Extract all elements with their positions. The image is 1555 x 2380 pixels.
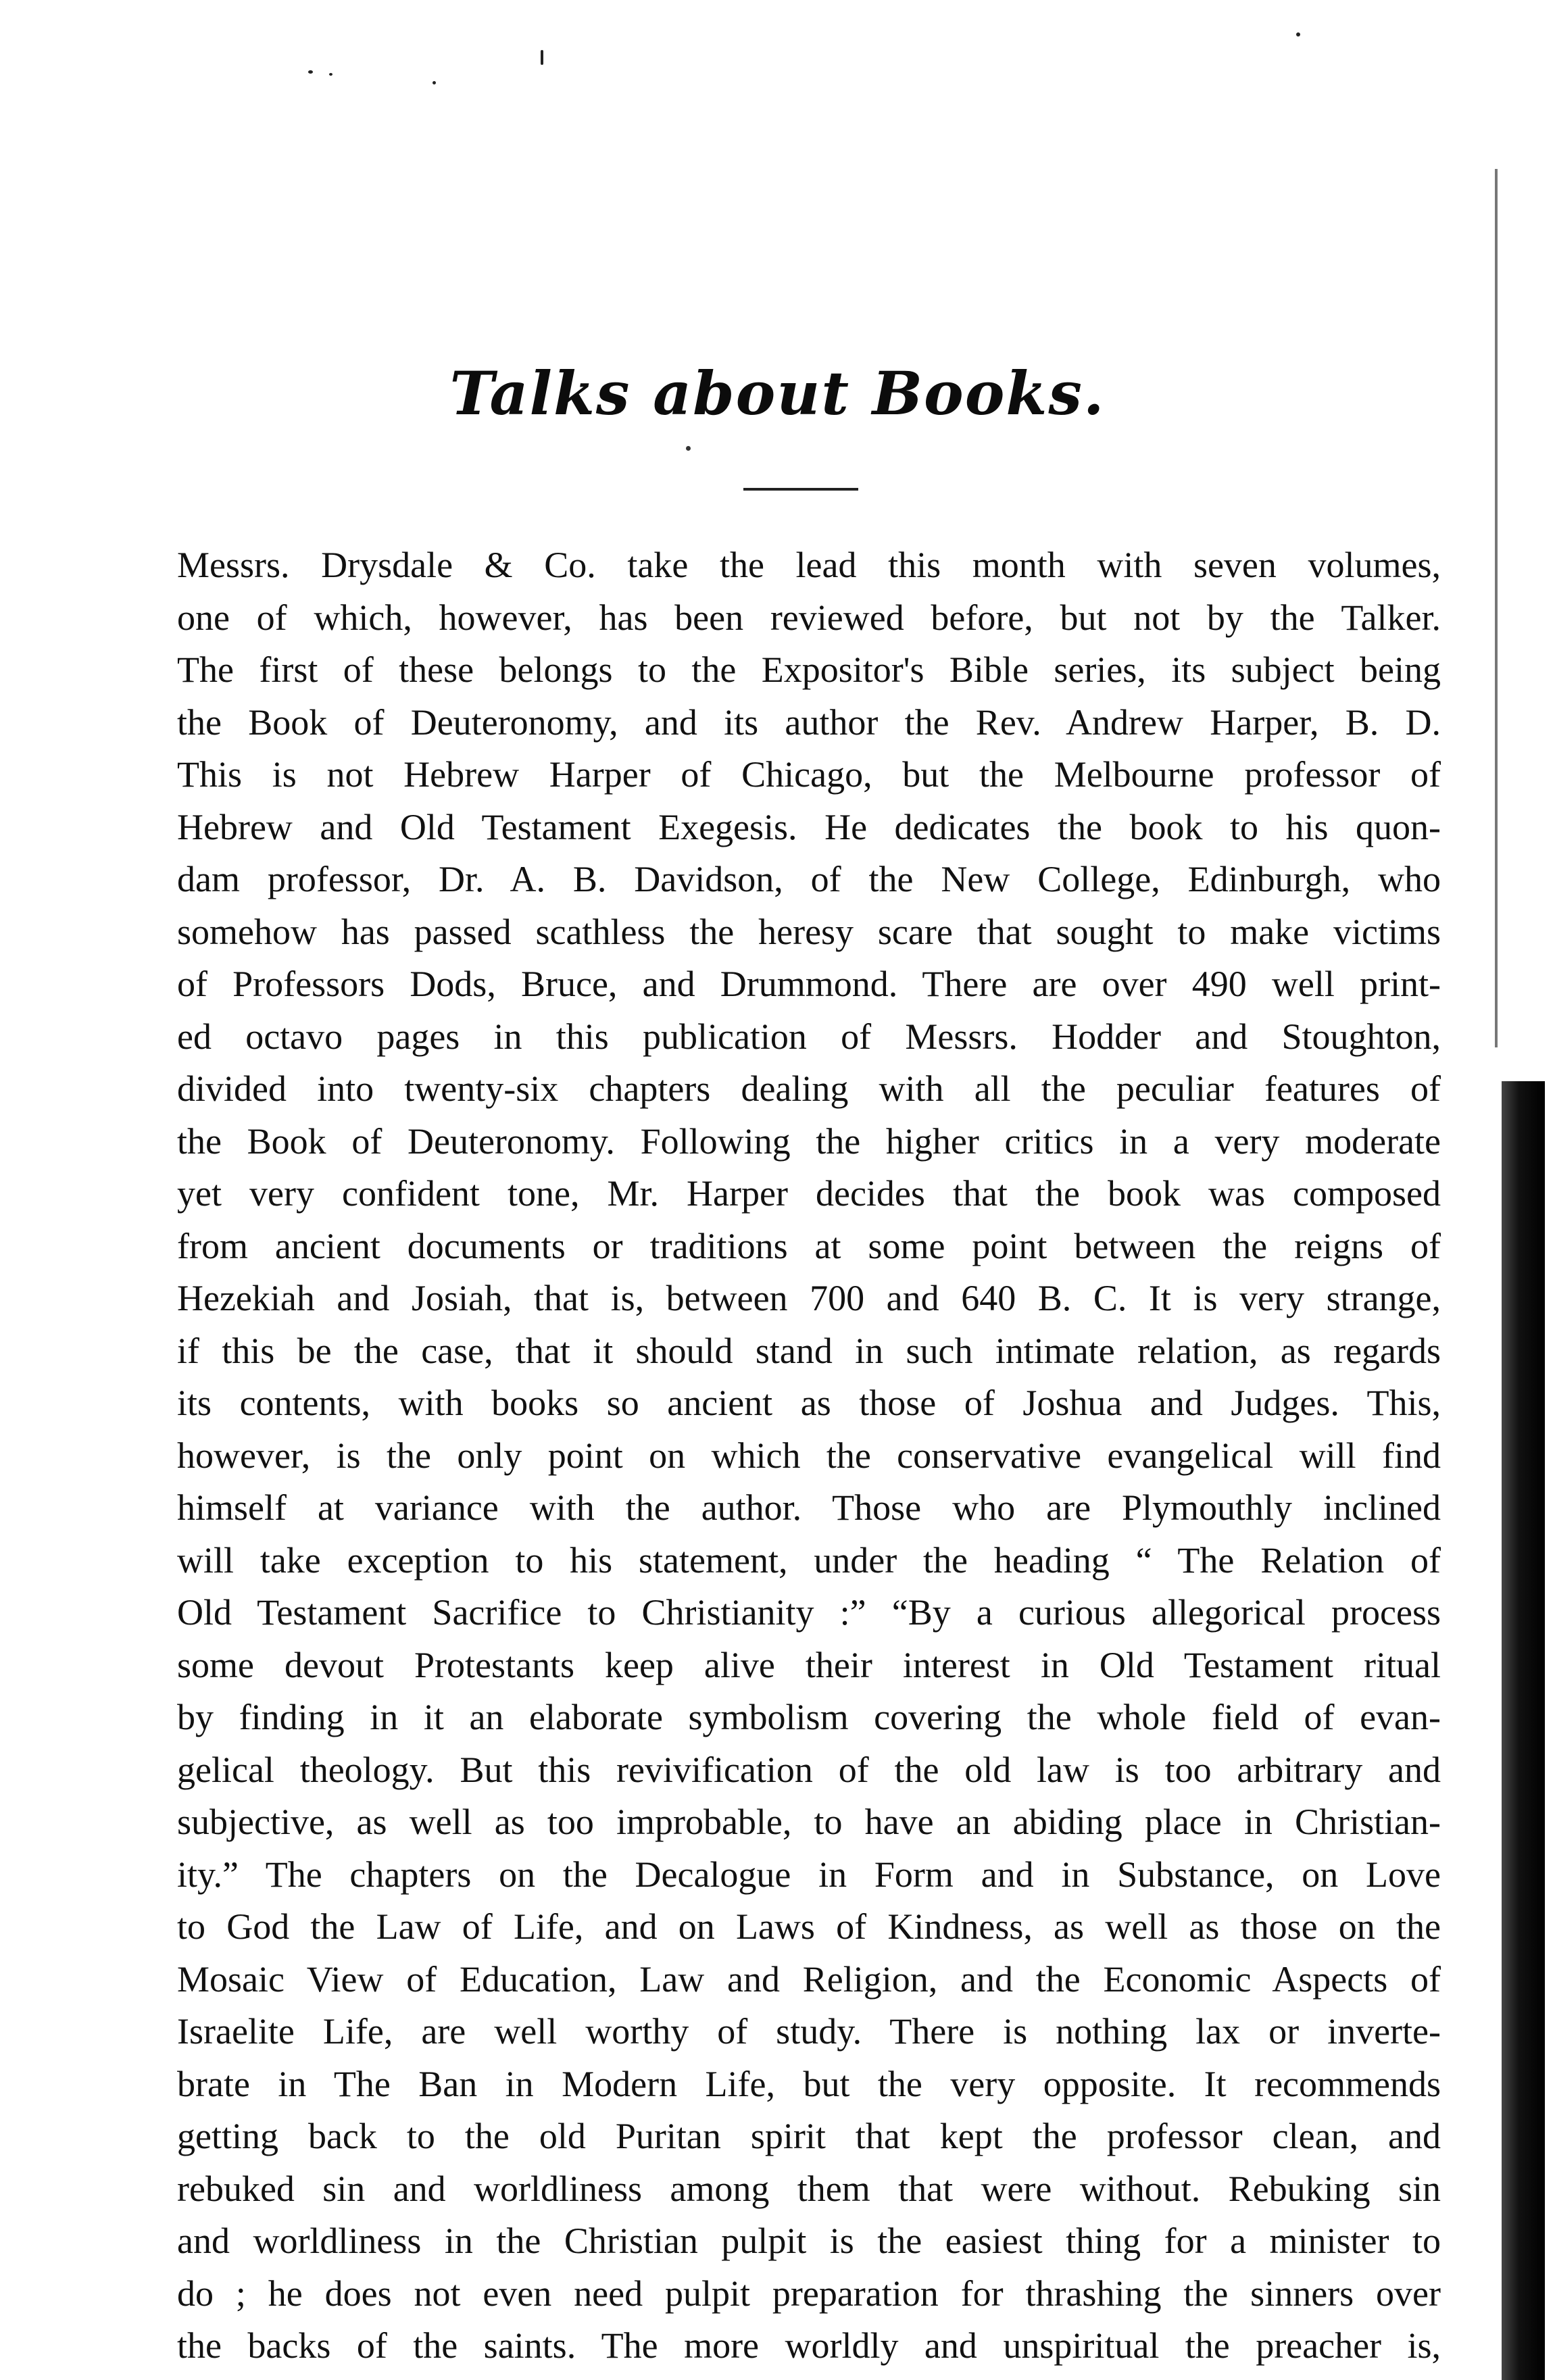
text-line: one of which, however, has been reviewed before, but not by the Talker. — [177, 597, 1441, 638]
text-line: the backs of the saints. The more worldly and unspiritual the preacher is, — [177, 2325, 1441, 2366]
text-line: its contents, with books so ancient as those of Joshua and Judges. This, — [177, 1383, 1441, 1423]
article-body — [177, 539, 1441, 2373]
text-line: dam professor, Dr. A. B. Davidson, of the New College, Edinburgh, who — [177, 859, 1441, 899]
text-line: This is not Hebrew Harper of Chicago, but the Melbourne professor of — [177, 754, 1441, 795]
text-line: do ; he does not even need pulpit preparation for thrashing the sinners over — [177, 2273, 1441, 2314]
text-line: if this be the case, that it should stand in such intimate relation, as regards — [177, 1330, 1441, 1371]
title-ornament-dot — [686, 446, 691, 451]
text-line: getting back to the old Puritan spirit that kept the professor clean, and — [177, 2116, 1441, 2156]
text-line: Messrs. Drysdale & Co. take the lead this month with seven volumes, — [177, 545, 1441, 585]
text-line: by finding in it an elaborate symbolism covering the whole field of evan- — [177, 1697, 1441, 1737]
text-line: from ancient documents or traditions at some point between the reigns of — [177, 1225, 1441, 1266]
text-line: rebuked sin and worldliness among them that were without. Rebuking sin — [177, 2168, 1441, 2209]
text-line: ed octavo pages in this publication of Messrs. Hodder and Stoughton, — [177, 1016, 1441, 1057]
text-line: subjective, as well as too improbable, to have an abiding place in Christian- — [177, 1802, 1441, 1842]
text-line: The first of these belongs to the Expositor's Bible series, its subject being — [177, 649, 1441, 690]
text-line: some devout Protestants keep alive their interest in Old Testament ritual — [177, 1644, 1441, 1685]
page-title: Talks about Books. — [449, 358, 1106, 428]
text-line: somehow has passed scathless the heresy scare that sought to make victims — [177, 911, 1441, 952]
text-line: Mosaic View of Education, Law and Religion, and the Economic Aspects of — [177, 1958, 1441, 2000]
page-edge-line — [1495, 169, 1498, 1047]
text-line: Israelite Life, are well worthy of study. There is nothing lax or inverte- — [177, 2011, 1441, 2052]
text-line: and worldliness in the Christian pulpit is the easiest thing for a minister to — [177, 2221, 1441, 2261]
title-divider — [743, 488, 858, 491]
text-line: divided into twenty-six chapters dealing with all the peculiar features of — [177, 1068, 1441, 1109]
text-line: yet very confident tone, Mr. Harper decides that the book was composed — [177, 1173, 1441, 1214]
text-line: will take exception to his statement, under the heading “ The Relation of — [177, 1539, 1441, 1581]
text-line: brate in The Ban in Modern Life, but the very opposite. It recommends — [177, 2063, 1441, 2104]
text-line: ity.” The chapters on the Decalogue in Form and in Substance, on Love — [177, 1854, 1441, 1895]
text-line: the Book of Deuteronomy. Following the higher critics in a very moderate — [177, 1120, 1441, 1162]
text-line: the Book of Deuteronomy, and its author the Rev. Andrew Harper, B. D. — [177, 701, 1441, 743]
text-line: Hezekiah and Josiah, that is, between 700 and 640 B. C. It is very strange, — [177, 1278, 1441, 1318]
page-edge-shadow — [1502, 1081, 1545, 2380]
text-line: himself at variance with the author. Those who are Plymouthly inclined — [177, 1487, 1441, 1528]
text-line: of Professors Dods, Bruce, and Drummond. There are over 490 well print- — [177, 964, 1441, 1004]
text-line: Hebrew and Old Testament Exegesis. He dedicates the book to his quon- — [177, 806, 1441, 847]
text-line: Old Testament Sacrifice to Christianity :” “By a curious allegorical process — [177, 1592, 1441, 1633]
text-line: however, is the only point on which the conservative evangelical will find — [177, 1435, 1441, 1476]
text-line: gelical theology. But this revivification of the old law is too arbitrary and — [177, 1749, 1441, 1790]
text-line: to God the Law of Life, and on Laws of Kindness, as well as those on the — [177, 1906, 1441, 1947]
